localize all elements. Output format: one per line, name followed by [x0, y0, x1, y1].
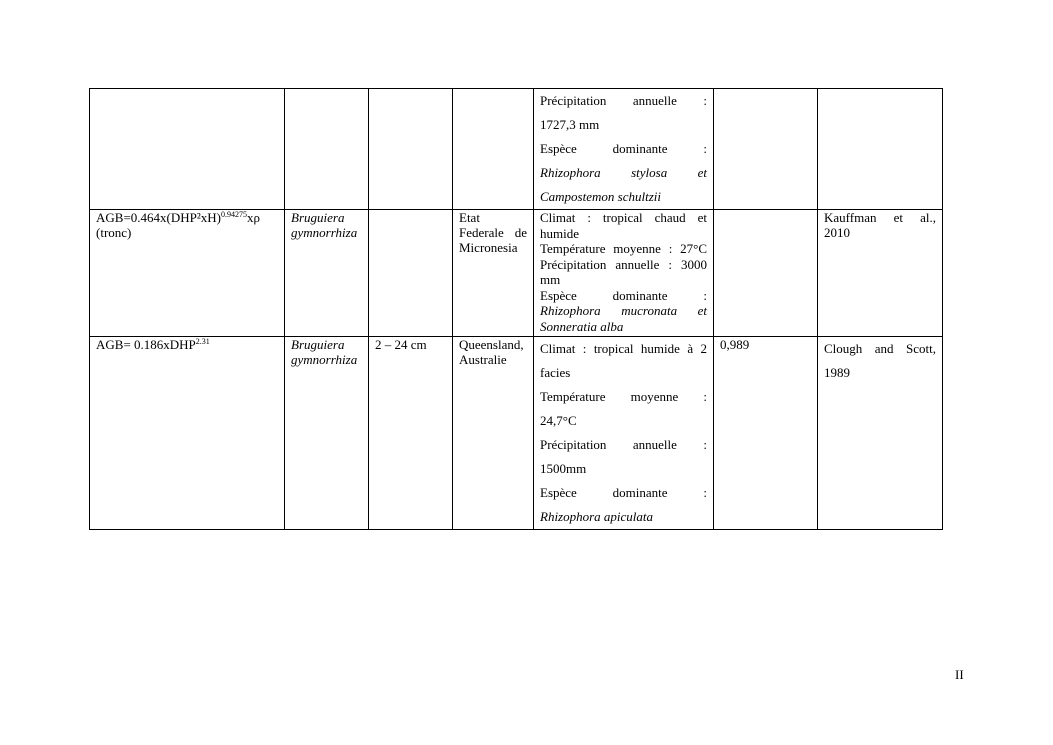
climate-line: Espèce dominante : [540, 141, 707, 156]
species-cell: Bruguiera gymnorrhiza [285, 337, 369, 530]
location-cell [453, 89, 534, 210]
climate-line: Climat : tropical humide à 2 [540, 341, 707, 356]
reference-cell: Clough and Scott, 1989 [818, 337, 943, 530]
climate-line: Campostemon schultzii [540, 189, 661, 204]
diameter-cell [369, 89, 453, 210]
climate-line: Température moyenne : 27°C [540, 241, 707, 256]
location-cell: Queensland, Australie [453, 337, 534, 530]
formula-note: (tronc) [96, 225, 132, 240]
climate-line: Précipitation annuelle : [540, 93, 707, 108]
species-cell: Bruguiera gymnorrhiza [285, 210, 369, 337]
reference-cell: Kauffman et al., 2010 [818, 210, 943, 337]
reference-cell [818, 89, 943, 210]
formula-cell [90, 89, 285, 210]
climate-cell [534, 210, 714, 337]
formula-cell [90, 337, 285, 530]
table-row [90, 337, 943, 530]
climate-line: Climat : tropical chaud et [540, 210, 707, 225]
formula-cell [90, 210, 285, 337]
location-cell: Etat Federale de Micronesia [453, 210, 534, 337]
climate-line: Rhizophora mucronata et [540, 303, 707, 318]
table-row [90, 89, 943, 210]
r2-cell [714, 210, 818, 337]
r2-cell: 0,989 [714, 337, 818, 530]
climate-cell [534, 89, 714, 210]
r2-cell [714, 89, 818, 210]
table-row [90, 210, 943, 337]
formula-text: AGB= 0.186xDHP$^{2.31}$ [96, 337, 210, 352]
climate-line: 1500mm [540, 461, 587, 476]
climate-line: Rhizophora apiculata [540, 509, 654, 524]
climate-line: humide [540, 225, 579, 241]
climate-line: Espèce dominante : [540, 485, 707, 500]
diameter-cell: 2 – 24 cm [369, 337, 453, 530]
formula-text: $AGB=0.464x(DHP^2xH)^{0.94275}x\rho$ [96, 210, 260, 225]
climate-cell [534, 337, 714, 530]
species-cell [285, 89, 369, 210]
diameter-cell [369, 210, 453, 337]
climate-line: Sonneratia alba [540, 318, 624, 334]
climate-line: mm [540, 272, 561, 287]
climate-line: Rhizophora stylosa et [540, 165, 707, 180]
climate-line: facies [540, 365, 571, 380]
climate-line: 1727,3 mm [540, 117, 600, 132]
climate-line: Température moyenne : [540, 389, 707, 404]
climate-line: 24,7°C [540, 413, 577, 428]
page-number: II [955, 667, 964, 682]
climate-line: Précipitation annuelle : [540, 437, 707, 452]
climate-line: Précipitation annuelle : 3000 [540, 256, 707, 272]
allometry-table [89, 88, 943, 530]
table-body [90, 89, 943, 530]
climate-line: Espèce dominante : [540, 287, 707, 303]
